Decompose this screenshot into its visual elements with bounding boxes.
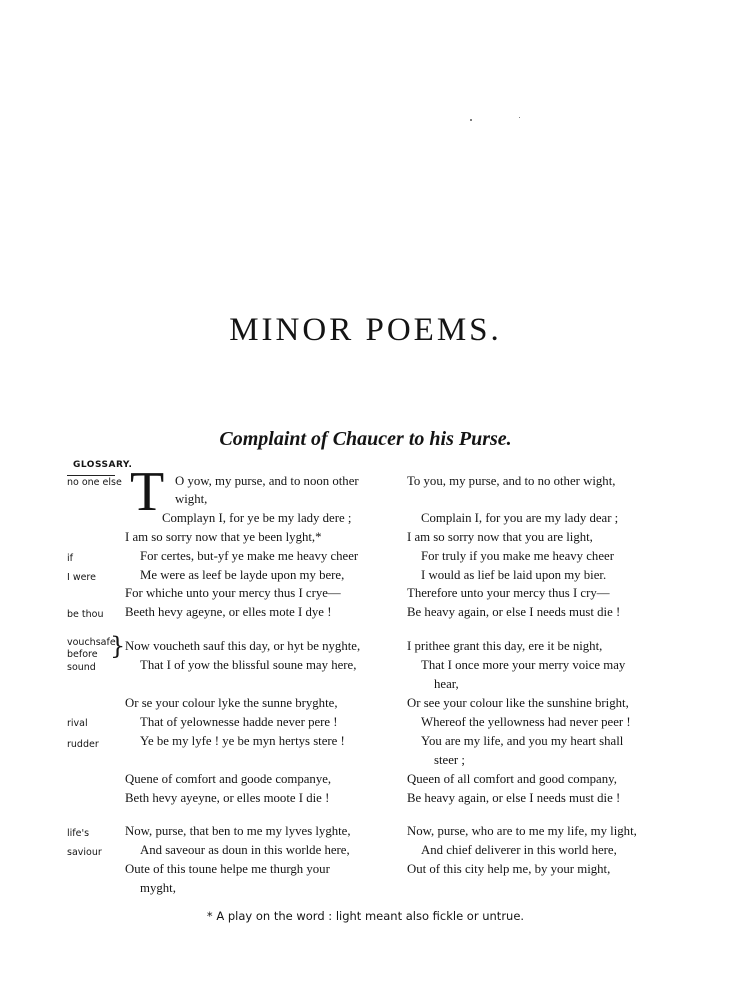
original-line: Quene of comfort and goode companye, <box>125 772 332 786</box>
modern-line: And chief deliverer in this world here, <box>421 843 617 857</box>
glossary-item: saviour <box>67 847 102 858</box>
glossary-item: life's <box>67 828 90 839</box>
original-line: And saveour as doun in this worlde here, <box>140 843 350 857</box>
original-line: O yow, my purse, and to noon other <box>175 474 359 488</box>
original-line: myght, <box>140 881 176 895</box>
glossary-item: vouchsafe <box>67 637 116 648</box>
original-line: Beeth hevy ageyne, or elles mote I dye ! <box>125 605 332 619</box>
modern-line: Complain I, for you are my lady dear ; <box>421 511 619 525</box>
original-line: Oute of this toune helpe me thurgh your <box>125 862 330 876</box>
paper-speck <box>519 117 520 118</box>
modern-line: Therefore unto your mercy thus I cry— <box>407 586 610 600</box>
modern-line: Out of this city help me, by your might, <box>407 862 611 876</box>
glossary-rule <box>67 475 115 476</box>
original-line: That of yelownesse hadde never pere ! <box>140 715 338 729</box>
modern-line: That I once more your merry voice may <box>421 658 626 672</box>
original-line: Beth hevy ayeyne, or elles moote I die ! <box>125 791 330 805</box>
modern-line: Or see your colour like the sunshine bright, <box>407 696 629 710</box>
glossary-item-label: no one else <box>67 477 122 488</box>
modern-line: Be heavy again, or else I needs must die ! <box>407 605 621 619</box>
original-line: That I of yow the blissful soune may here, <box>140 658 357 672</box>
original-line: wight, <box>175 492 208 506</box>
glossary-item: sound <box>67 662 96 673</box>
modern-line: To you, my purse, and to no other wight, <box>407 474 616 488</box>
original-line: Now, purse, that ben to me my lyves lyghte, <box>125 824 351 838</box>
original-line: Complayn I, for ye be my lady dere ; <box>162 511 352 525</box>
glossary-item: rudder <box>67 739 99 750</box>
original-line: For whiche unto your mercy thus I crye— <box>125 586 341 600</box>
paper-speck <box>470 119 472 121</box>
original-line: Me were as leef be layde upon my bere, <box>140 568 345 582</box>
modern-line: Now, purse, who are to me my life, my light, <box>407 824 637 838</box>
original-line: Or se your colour lyke the sunne bryghte, <box>125 696 338 710</box>
glossary-bracket: } <box>110 632 126 660</box>
glossary-item: rival <box>67 718 88 729</box>
original-line: Now voucheth sauf this day, or hyt be nyghte, <box>125 639 361 653</box>
page-title: MINOR POEMS. <box>229 312 502 348</box>
modern-line: Queen of all comfort and good company, <box>407 772 617 786</box>
footnote: * A play on the word : light meant also fickle or untrue. <box>206 909 525 923</box>
modern-line: steer ; <box>434 753 465 767</box>
original-line: Ye be my lyfe ! ye be myn hertys stere ! <box>140 734 345 748</box>
glossary-heading: GLOSSARY. <box>73 460 133 470</box>
glossary-item: if <box>67 553 73 564</box>
original-line: I am so sorry now that ye been lyght,* <box>125 530 322 544</box>
glossary-item <box>67 475 127 489</box>
modern-line: hear, <box>434 677 459 691</box>
glossary-item: before <box>67 649 98 660</box>
glossary-item: I were <box>67 572 96 583</box>
modern-line: I prithee grant this day, ere it be night, <box>407 639 603 653</box>
modern-line: Be heavy again, or else I needs must die ! <box>407 791 621 805</box>
modern-line: For truly if you make me heavy cheer <box>421 549 614 563</box>
modern-line: Whereof the yellowness had never peer ! <box>421 715 631 729</box>
drop-cap: T <box>130 461 165 523</box>
original-line: For certes, but-yf ye make me heavy cheer <box>140 549 359 563</box>
glossary-item: be thou <box>67 609 104 620</box>
poem-title: Complaint of Chaucer to his Purse. <box>219 428 512 450</box>
modern-line: I would as lief be laid upon my bier. <box>421 568 607 582</box>
modern-line: You are my life, and you my heart shall <box>421 734 624 748</box>
modern-line: I am so sorry now that you are light, <box>407 530 593 544</box>
